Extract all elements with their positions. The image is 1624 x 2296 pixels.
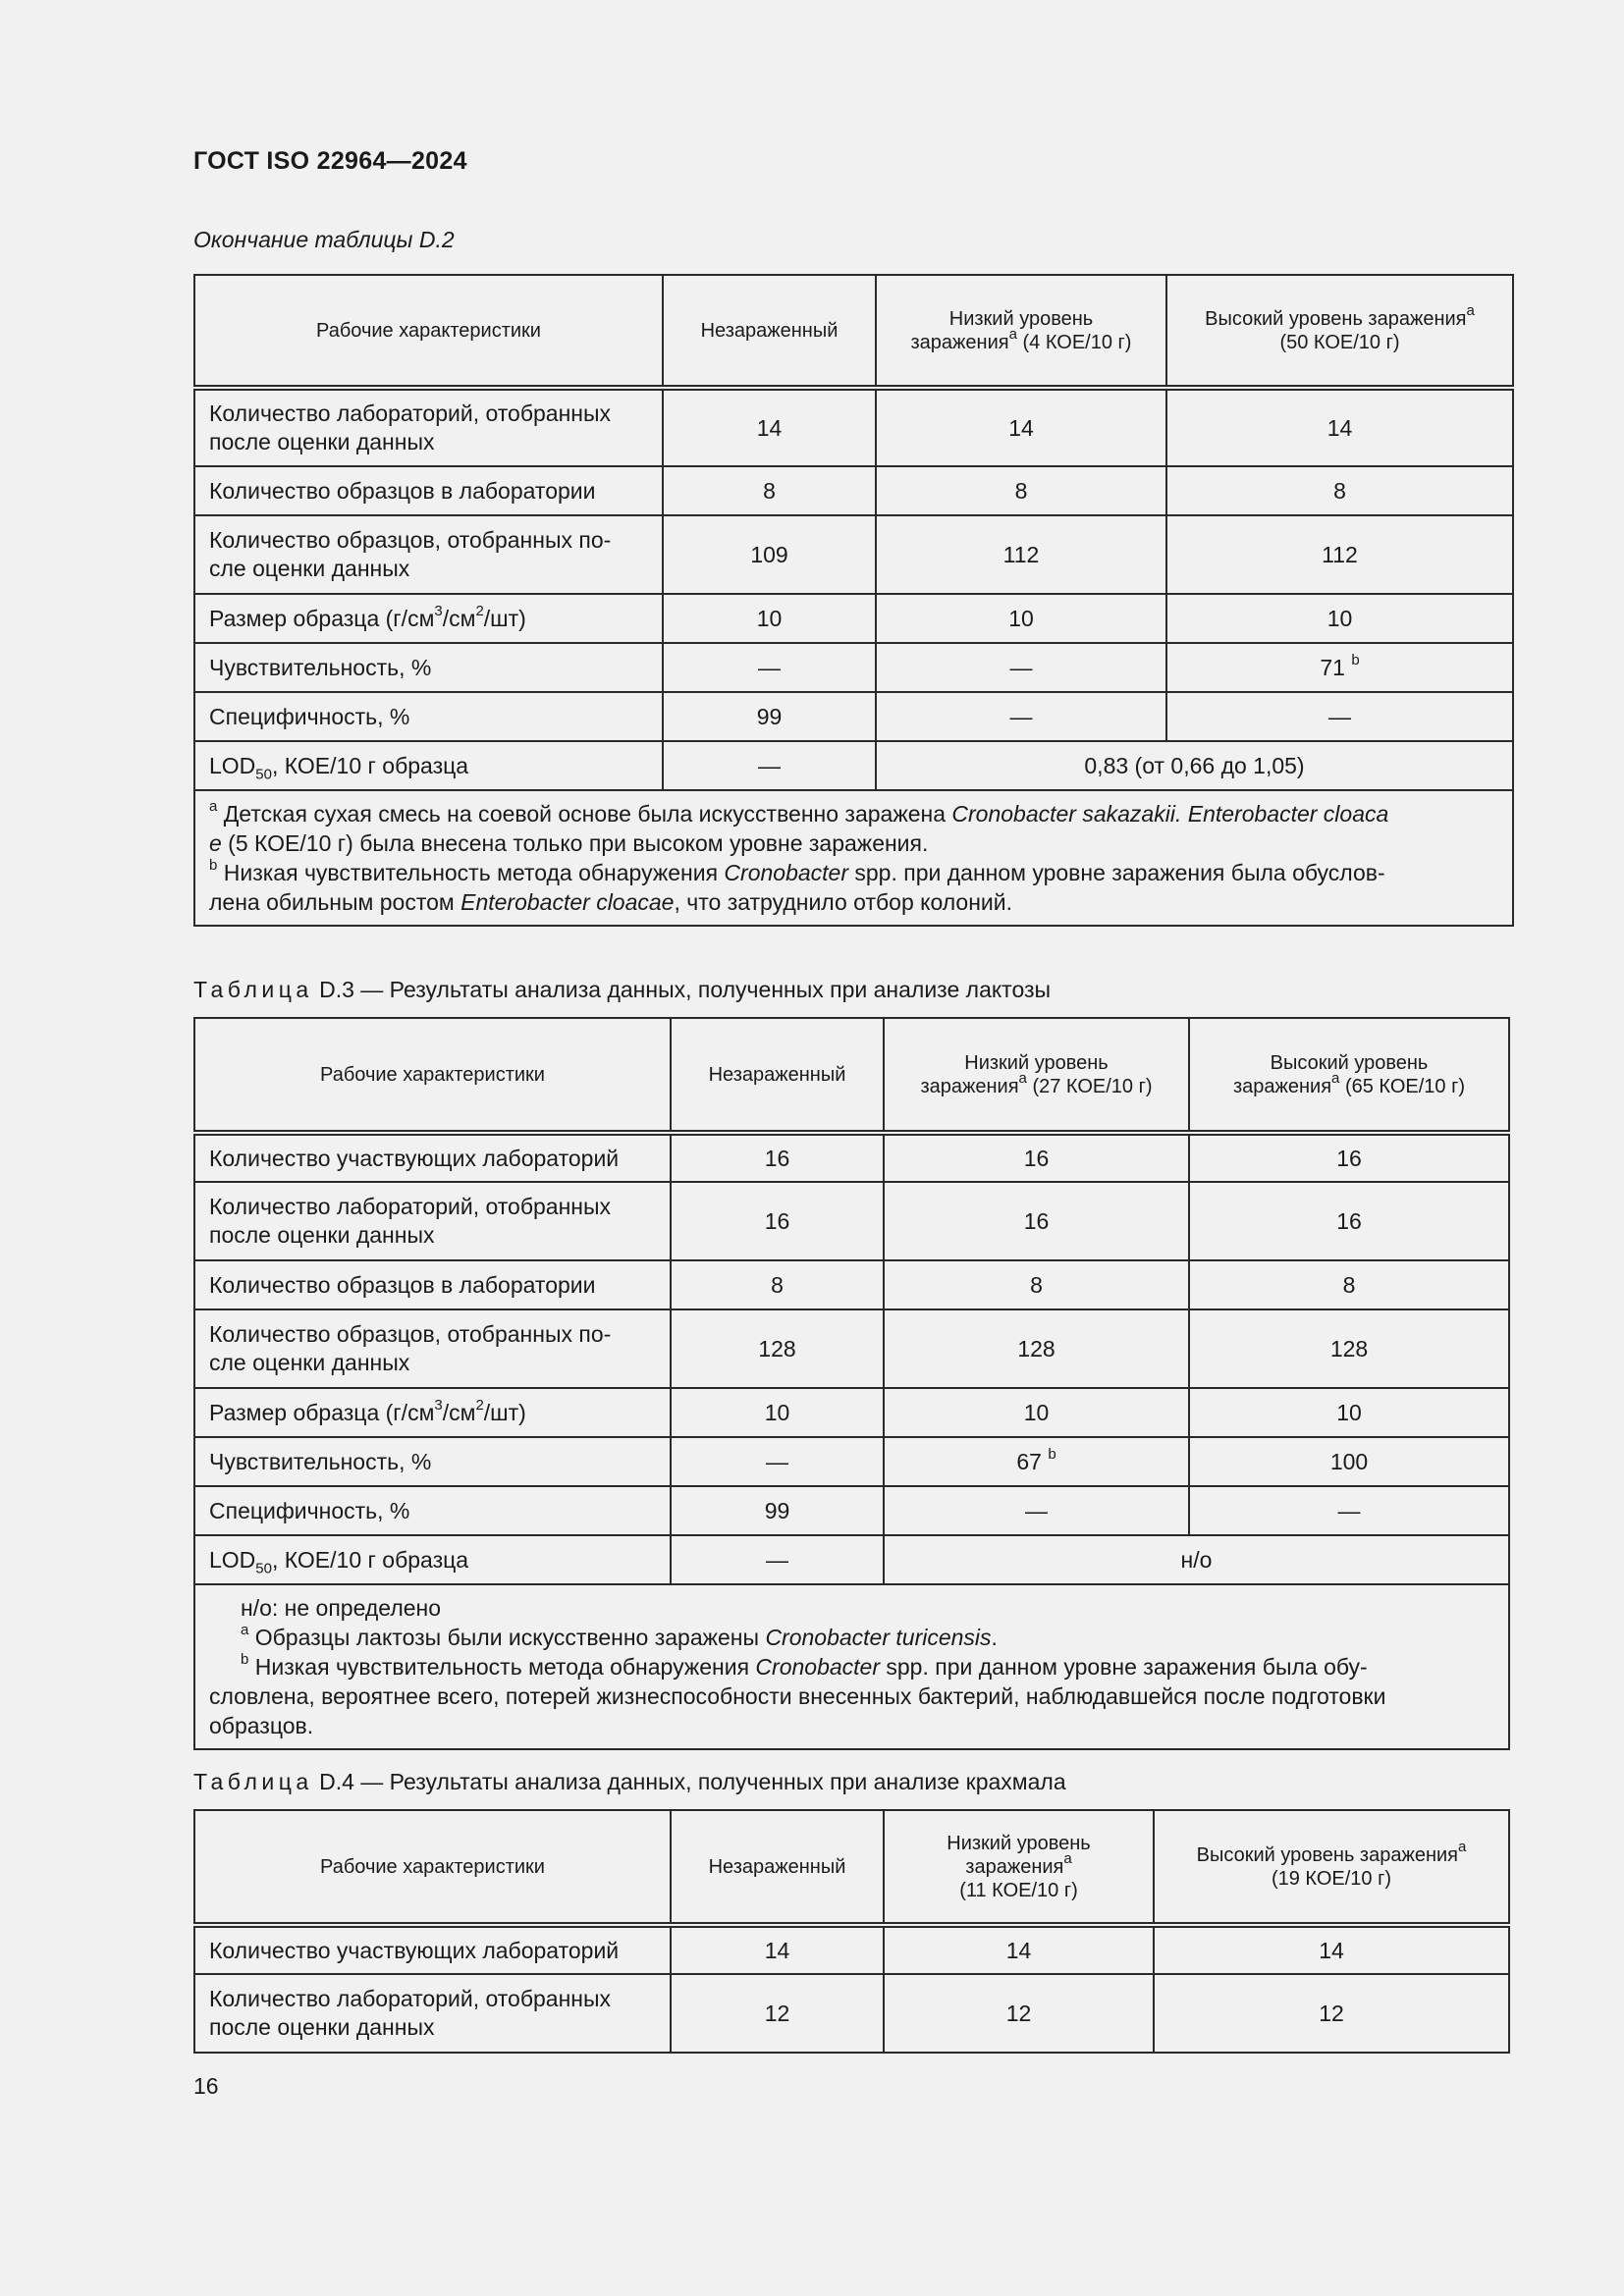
cell: 8 (876, 466, 1166, 515)
row-label: Количество лабораторий, отобранных после оценки данных (194, 1974, 671, 2053)
row-label: Размер образца $(г/см^3/см^2/шт)$ (194, 1388, 671, 1437)
cell: 16 (671, 1182, 884, 1260)
cell: 128 (1189, 1309, 1509, 1388)
footnote-b: $^b$ Низкая чувствительность метода обнаружения Cronobacter spp. при данном уровне заражения была обу- словлена, вероятнее всего, потерей жизнеспособности внесенных бактерий, наблюдавшейся после подготовки образцов. (209, 1651, 1386, 1738)
row-label: Количество образцов, отобранных по- сле оценки данных (194, 515, 663, 594)
cell: 71 $^b$ (1166, 643, 1513, 692)
column-header: Рабочие характеристики (194, 1018, 671, 1133)
cell: 16 (671, 1133, 884, 1182)
column-header: Незараженный (671, 1810, 884, 1925)
table-notes (194, 790, 1513, 926)
cell: 10 (1189, 1388, 1509, 1437)
cell: — (671, 1535, 884, 1584)
row-label: Чувствительность, % (194, 1437, 671, 1486)
cell: 99 (663, 692, 876, 741)
document-header: ГОСТ ISO 22964—2024 (193, 147, 467, 175)
table-row (194, 1535, 1509, 1584)
cell: — (884, 1486, 1189, 1535)
cell: — (671, 1437, 884, 1486)
cell: 10 (884, 1388, 1189, 1437)
footnote-a: $^a$ Образцы лактозы были искусственно заражены Cronobacter turicensis. (241, 1622, 998, 1650)
row-label: Чувствительность, % (194, 643, 663, 692)
table-d4 (193, 1809, 1510, 2054)
row-label: Размер образца $(г/см^3/см^2/шт)$ (194, 594, 663, 643)
table-notes (194, 1584, 1509, 1749)
table-row (194, 1925, 1509, 1974)
cell: 16 (1189, 1133, 1509, 1182)
cell: 112 (1166, 515, 1513, 594)
cell: 12 (671, 1974, 884, 2053)
table-notes-row (194, 1584, 1509, 1749)
cell: 8 (884, 1260, 1189, 1309)
cell: 12 (1154, 1974, 1509, 2053)
cell: 100 (1189, 1437, 1509, 1486)
cell: 8 (1166, 466, 1513, 515)
cell: 16 (1189, 1182, 1509, 1260)
row-label: $LOD_{50}$, КОЕ/10 г образца (194, 1535, 671, 1584)
table-row (194, 1388, 1509, 1437)
cell: 14 (671, 1925, 884, 1974)
row-label: Количество образцов в лаборатории (194, 1260, 671, 1309)
table-header-row (194, 1018, 1509, 1133)
table-row (194, 741, 1513, 790)
table-header-row (194, 1810, 1509, 1925)
table-row (194, 1182, 1509, 1260)
row-label: Количество лабораторий, отобранных после оценки данных (194, 388, 663, 466)
footnote-a: $^a$ Детская сухая смесь на соевой основе была искусственно заражена Cronobacter sakazakii. Enterobacter cloaca e (5 КОЕ/10 г) была внесена только при высоком уровне заражения. (209, 798, 1389, 856)
column-header: Низкий уровень заражения$^a$ (4 КОЕ/10 г) (876, 275, 1166, 388)
table-row (194, 1133, 1509, 1182)
cell: 14 (663, 388, 876, 466)
cell: 8 (663, 466, 876, 515)
table-d4-caption: Таблица D.4 — Результаты анализа данных, полученных при анализе крахмала (193, 1769, 1066, 1794)
cell: 16 (884, 1133, 1189, 1182)
row-label: Количество участвующих лабораторий (194, 1133, 671, 1182)
column-header: Рабочие характеристики (194, 275, 663, 388)
cell: 14 (1154, 1925, 1509, 1974)
column-header: Высокий уровень заражения$^a$ (50 КОЕ/10 г) (1166, 275, 1513, 388)
table-header-row (194, 275, 1513, 388)
table-d2 (193, 274, 1514, 927)
cell: 14 (884, 1925, 1154, 1974)
cell: 128 (884, 1309, 1189, 1388)
table-row (194, 1974, 1509, 2053)
cell: 8 (1189, 1260, 1509, 1309)
cell: — (1189, 1486, 1509, 1535)
cell: 10 (671, 1388, 884, 1437)
table-d3 (193, 1017, 1510, 1750)
row-label: Специфичность, % (194, 692, 663, 741)
row-label: Количество образцов в лаборатории (194, 466, 663, 515)
table-row (194, 1260, 1509, 1309)
cell: 16 (884, 1182, 1189, 1260)
cell: — (663, 643, 876, 692)
column-header: Незараженный (663, 275, 876, 388)
cell: 10 (1166, 594, 1513, 643)
column-header: Высокий уровень заражения$^a$ (65 КОЕ/10 г) (1189, 1018, 1509, 1133)
column-header: Незараженный (671, 1018, 884, 1133)
cell: 12 (884, 1974, 1154, 2053)
row-label: $LOD_{50}$, КОЕ/10 г образца (194, 741, 663, 790)
footnote-b: $^b$ Низкая чувствительность метода обнаружения Cronobacter spp. при данном уровне заражения была обуслов- лена обильным ростом Enterobacter cloacae, что затруднило отбор колоний. (209, 857, 1385, 915)
table-notes-row (194, 790, 1513, 926)
column-header: Низкий уровень заражения$^a$ (27 КОЕ/10 г) (884, 1018, 1189, 1133)
cell: 128 (671, 1309, 884, 1388)
table-row (194, 643, 1513, 692)
cell: 109 (663, 515, 876, 594)
cell: 10 (876, 594, 1166, 643)
column-header: Рабочие характеристики (194, 1810, 671, 1925)
cell: 112 (876, 515, 1166, 594)
cell: — (876, 643, 1166, 692)
table-row (194, 466, 1513, 515)
row-label: Специфичность, % (194, 1486, 671, 1535)
cell: 8 (671, 1260, 884, 1309)
table-d3-caption: Таблица D.3 — Результаты анализа данных, полученных при анализе лактозы (193, 977, 1052, 1002)
cell: 14 (876, 388, 1166, 466)
cell: — (1166, 692, 1513, 741)
page-number: 16 (193, 2073, 219, 2099)
table-row (194, 1437, 1509, 1486)
table-row (194, 388, 1513, 466)
row-label: Количество участвующих лабораторий (194, 1925, 671, 1974)
table-row (194, 594, 1513, 643)
table-row (194, 1486, 1509, 1535)
footnote-nd: н/о: не определено (241, 1595, 442, 1621)
cell: 99 (671, 1486, 884, 1535)
row-label: Количество лабораторий, отобранных после оценки данных (194, 1182, 671, 1260)
row-label: Количество образцов, отобранных по- сле оценки данных (194, 1309, 671, 1388)
column-header: Низкий уровень заражения$^a$ (11 КОЕ/10 г) (884, 1810, 1154, 1925)
cell: 14 (1166, 388, 1513, 466)
table-row (194, 692, 1513, 741)
table-d2-caption: Окончание таблицы D.2 (193, 227, 455, 252)
table-row (194, 1309, 1509, 1388)
cell: 67 $^b$ (884, 1437, 1189, 1486)
cell: — (663, 741, 876, 790)
cell-merged: н/о (884, 1535, 1509, 1584)
cell-merged: 0,83 (от 0,66 до 1,05) (876, 741, 1513, 790)
table-row (194, 515, 1513, 594)
cell: 10 (663, 594, 876, 643)
cell: — (876, 692, 1166, 741)
column-header: Высокий уровень заражения$^a$ (19 КОЕ/10 г) (1154, 1810, 1509, 1925)
